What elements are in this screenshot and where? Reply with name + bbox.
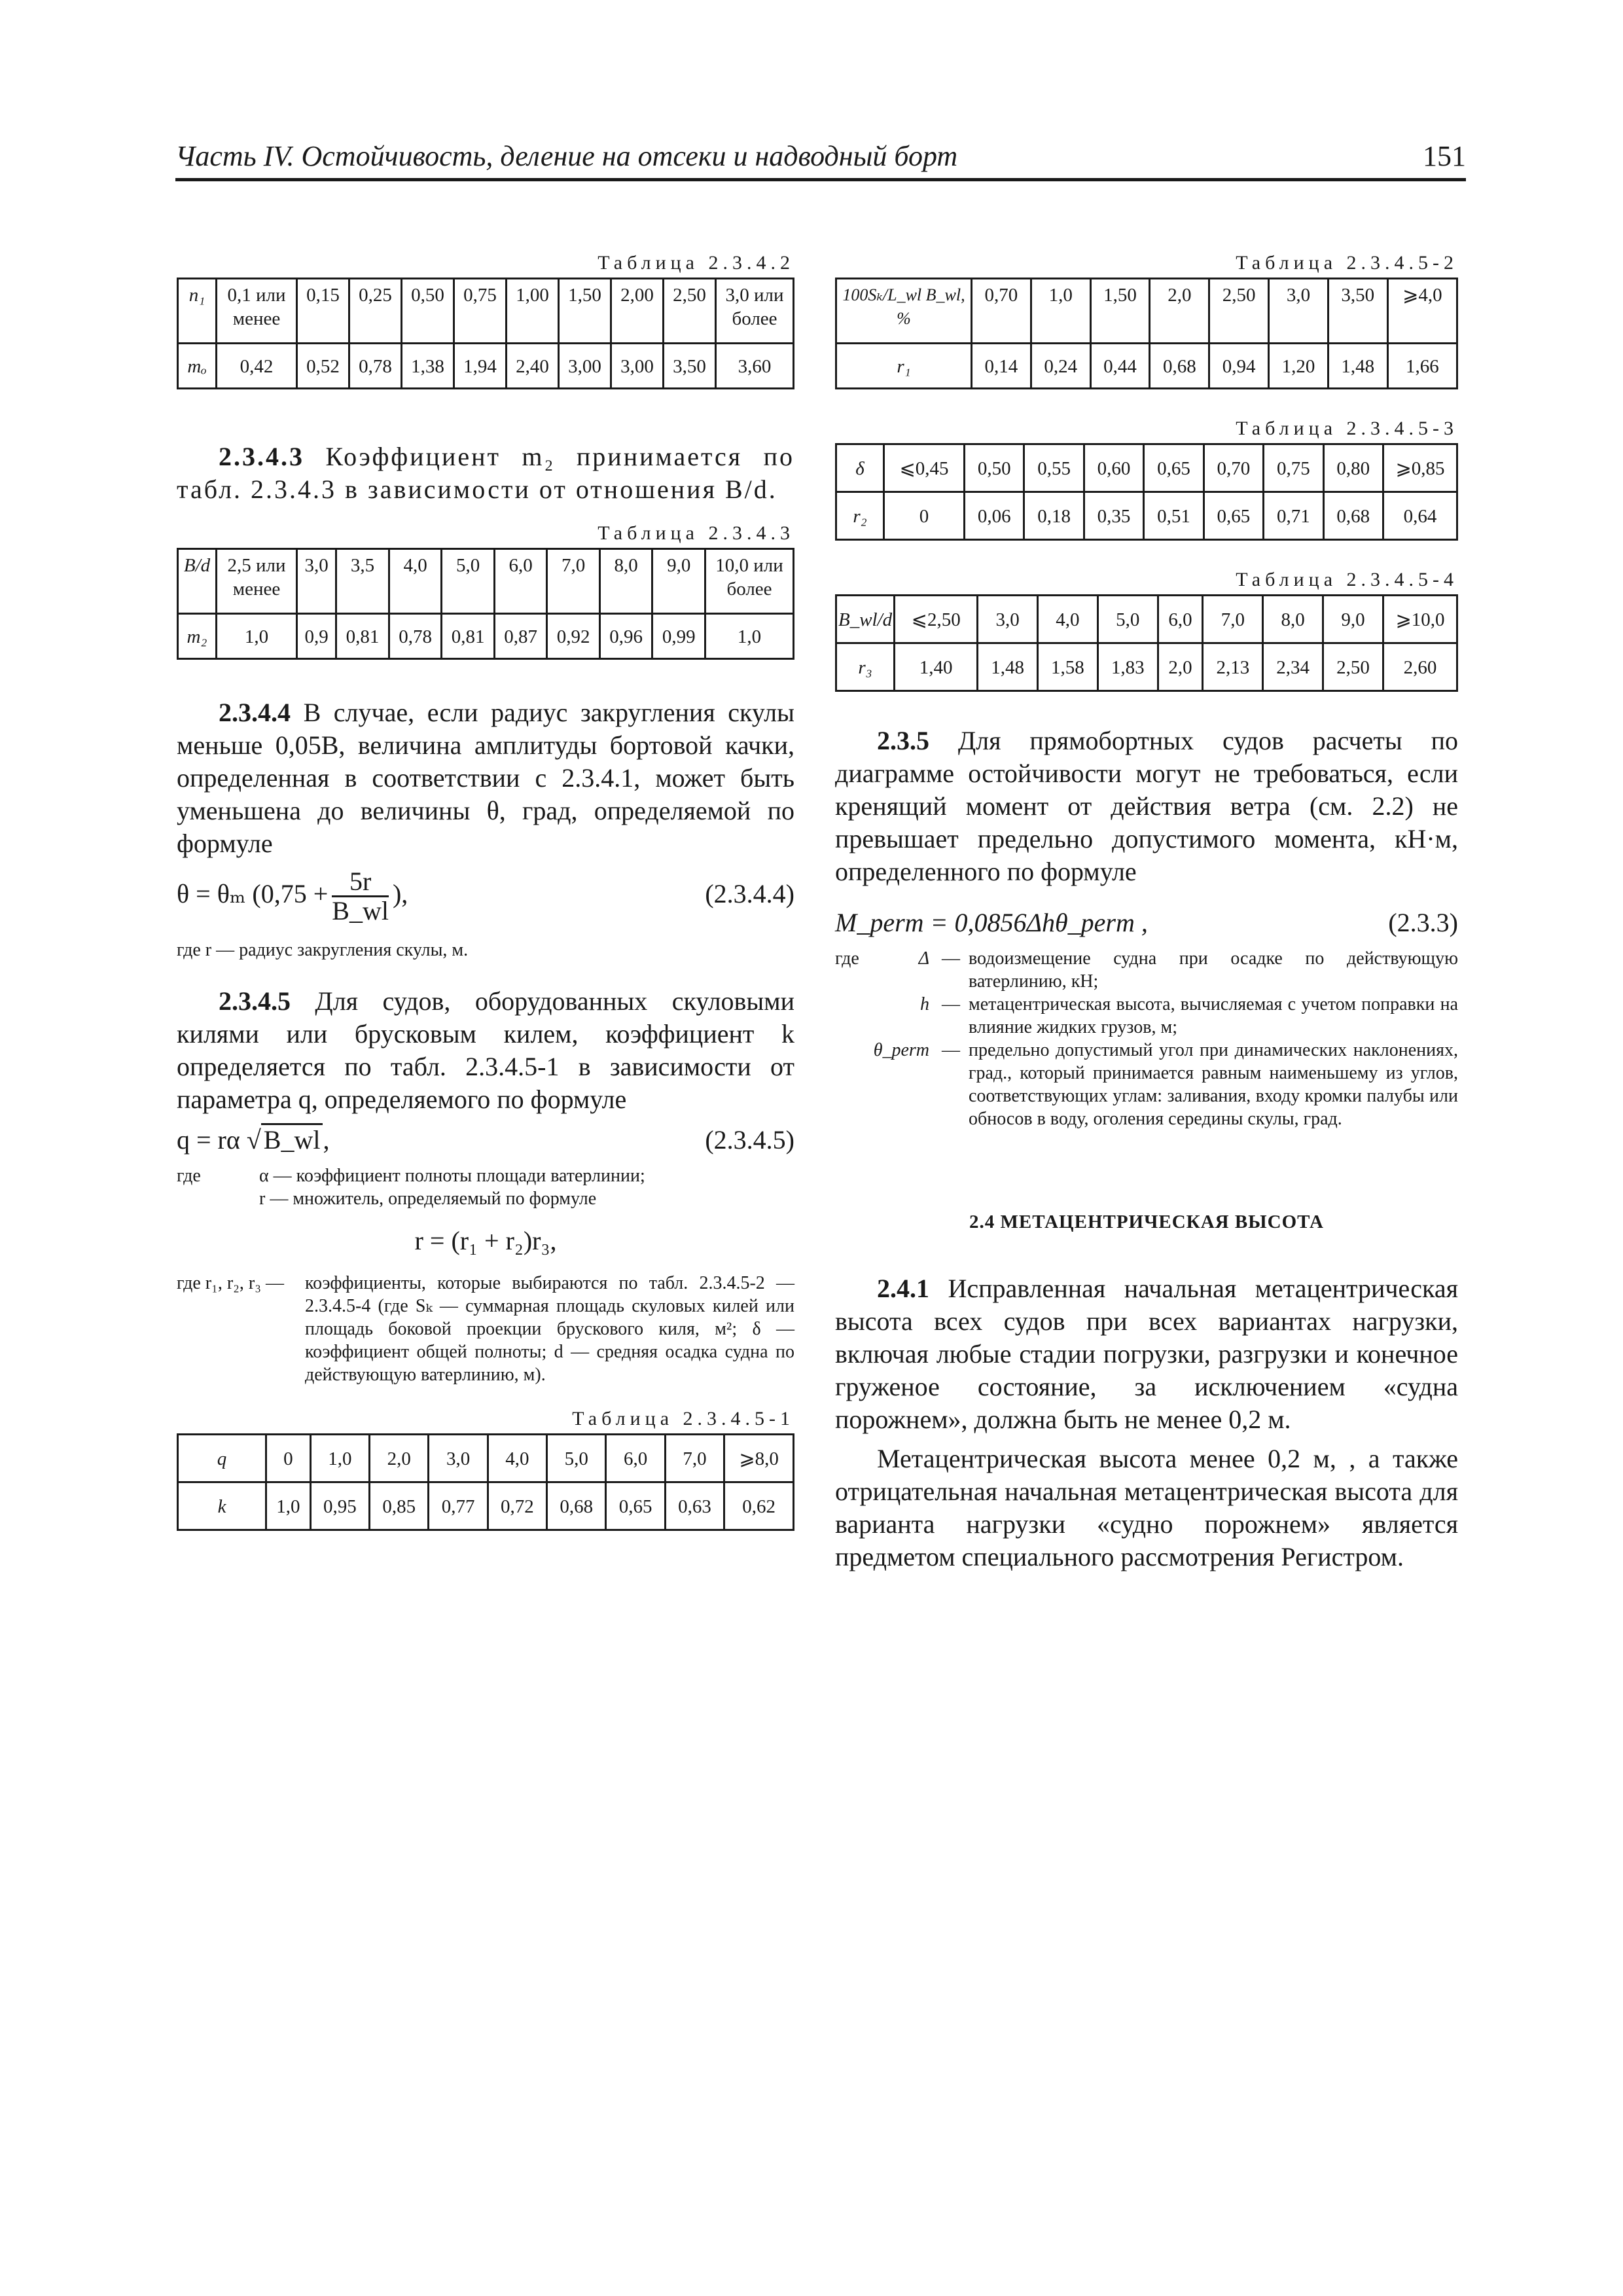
- table-cell: 7,0: [547, 549, 600, 614]
- running-title: Часть IV. Остойчивость, деление на отсеки и надводный борт: [175, 140, 958, 172]
- table-cell: 1,00: [507, 279, 559, 344]
- where-line: r — множитель, определяемый по формуле: [259, 1189, 597, 1209]
- formula-r: r = (r₁ + r₂)r₃,: [414, 1226, 557, 1255]
- table-cell: 1,38: [402, 344, 454, 389]
- table-cell: 2,0: [370, 1435, 429, 1482]
- right-column: [835, 249, 1458, 1573]
- table-cell: 7,0: [1203, 596, 1263, 643]
- left-column: [177, 249, 794, 1531]
- table-cell: 2,60: [1383, 643, 1457, 691]
- table-cell: 1,0: [310, 1435, 369, 1482]
- table-cell: 0,68: [1323, 492, 1383, 540]
- table-cell: ⩾4,0: [1387, 279, 1457, 344]
- table-cell: 3,0 или более: [716, 279, 794, 344]
- table-cell: 0,50: [965, 444, 1024, 492]
- section-title-24: 2.4 МЕТАЦЕНТРИЧЕСКАЯ ВЫСОТА: [969, 1211, 1325, 1232]
- table-cell: 3,60: [716, 344, 794, 389]
- table-cell: 3,50: [664, 344, 716, 389]
- table-2343-caption: Таблица 2.3.4.3: [597, 522, 794, 544]
- table-cell: 0,35: [1084, 492, 1143, 540]
- table-row: [178, 344, 794, 389]
- table-23452-caption: Таблица 2.3.4.5-2: [1236, 252, 1458, 274]
- clause-number: 2.3.4.4: [219, 698, 291, 727]
- table-cell: 0,50: [402, 279, 454, 344]
- table-cell: B_wl/d: [836, 596, 895, 643]
- table-cell: 0,70: [972, 279, 1031, 344]
- table-cell: 0,15: [297, 279, 349, 344]
- clause-text: В случае, если радиус закругления скулы меньше 0,05B, величина амплитуды бортовой качки, определенная в соответствии с 2.3.4.1, может быть уменьшена до величины θ, град, определяемой по формуле: [177, 698, 794, 858]
- formula-lhs: q = rα: [177, 1125, 240, 1155]
- table-cell: 5,0: [1097, 596, 1158, 643]
- table-cell: 0,94: [1209, 344, 1269, 389]
- table-cell: 1,58: [1038, 643, 1098, 691]
- paragraph-2345: [177, 985, 794, 1116]
- formula-body: M_perm = 0,0856Δhθ_perm ,: [835, 908, 1148, 937]
- formula-tail: ,: [323, 1125, 330, 1155]
- table-23453: [835, 443, 1458, 541]
- table-cell: 6,0: [494, 549, 547, 614]
- table-cell: 0,64: [1383, 492, 1457, 540]
- table-cell: 1,50: [1090, 279, 1150, 344]
- table-cell: 0,63: [665, 1482, 724, 1530]
- table-cell: q: [178, 1435, 266, 1482]
- formula-number: (2.3.4.5): [705, 1125, 794, 1155]
- table-cell: 0,51: [1144, 492, 1204, 540]
- formula-number: (2.3.4.4): [705, 879, 794, 908]
- table-cell: 0,65: [1144, 444, 1204, 492]
- table-cell: 0,77: [429, 1482, 488, 1530]
- formula-root: B_wl: [261, 1123, 323, 1155]
- table-cell: 0,42: [217, 344, 297, 389]
- table-23452: [835, 278, 1458, 389]
- table-cell: 4,0: [1038, 596, 1098, 643]
- table-cell: 2,50: [1209, 279, 1269, 344]
- paragraph-235: [835, 725, 1458, 888]
- table-23454-caption: Таблица 2.3.4.5-4: [1236, 569, 1458, 590]
- clause-number: 2.3.4.3: [219, 442, 304, 471]
- table-cell: 2,50: [664, 279, 716, 344]
- formula-lhs: θ = θₘ (0,75 +: [177, 879, 329, 908]
- page-number: 151: [1423, 140, 1466, 172]
- def-symbol: h: [920, 994, 929, 1014]
- table-cell: ⩽2,50: [895, 596, 978, 643]
- table-cell: 0,14: [972, 344, 1031, 389]
- def-text: водоизмещение судна при осадке по действующую ватерлинию, кН;: [969, 948, 1458, 992]
- def-symbol: θ_perm: [873, 1040, 929, 1060]
- table-cell: 1,20: [1269, 344, 1329, 389]
- table-cell: 8,0: [1263, 596, 1323, 643]
- table-cell: 0: [884, 492, 965, 540]
- table-cell: 2,13: [1203, 643, 1263, 691]
- table-cell: 0,70: [1204, 444, 1263, 492]
- table-cell: 1,0: [217, 614, 297, 659]
- table-cell: ⩾8,0: [724, 1435, 794, 1482]
- clause-number: 2.3.4.5: [219, 986, 291, 1016]
- clause-text: Коэффициент m₂ принимается по табл. 2.3.4.3 в зависимости от отношения B/d.: [177, 442, 795, 504]
- table-cell: 1,50: [559, 279, 611, 344]
- table-cell: 3,0: [1269, 279, 1329, 344]
- table-cell: 5,0: [547, 1435, 606, 1482]
- table-cell: 0,18: [1024, 492, 1084, 540]
- table-cell: 3,5: [336, 549, 389, 614]
- table-cell: 0,68: [1150, 344, 1209, 389]
- table-cell: 0,1 или менее: [217, 279, 297, 344]
- table-cell: 7,0: [665, 1435, 724, 1482]
- table-cell: 3,00: [559, 344, 611, 389]
- formula-233: [835, 899, 1458, 947]
- clause-text: Для судов, оборудованных скуловыми килями или брусковым килем, коэффициент k определяется по табл. 2.3.4.5-1 в зависимости от параметра q, определяемого по формуле: [177, 986, 795, 1114]
- where-text: коэффициенты, которые выбираются по табл. 2.3.4.5-2 — 2.3.4.5-4 (где Sₖ — суммарная площадь скуловых килей или площадь боковой проекции брускового киля, м²; δ — коэффициент общей полноты; d — средняя осадка судна по действующую ватерлинию, м).: [305, 1273, 794, 1385]
- table-2342-caption: Таблица 2.3.4.2: [597, 252, 794, 274]
- table-row: [836, 492, 1457, 540]
- table-cell: r₂: [836, 492, 884, 540]
- table-cell: 1,66: [1387, 344, 1457, 389]
- where-block-2345: [177, 1164, 794, 1210]
- table-cell: 0,52: [297, 344, 349, 389]
- table-cell: 0,60: [1084, 444, 1143, 492]
- table-cell: 0,78: [349, 344, 402, 389]
- table-cell: 0,71: [1264, 492, 1323, 540]
- table-cell: r₁: [836, 344, 972, 389]
- table-cell: 6,0: [1158, 596, 1203, 643]
- table-cell: 0,95: [310, 1482, 369, 1530]
- def-text: метацентрическая высота, вычисляемая с учетом поправки на влияние жидких грузов, м;: [969, 994, 1458, 1037]
- table-cell: 0,81: [442, 614, 495, 659]
- clause-text: Для прямобортных судов расчеты по диаграмме остойчивости могут не требоваться, если кренящий момент от действия ветра (см. 2.2) не превышает предельно допустимого момента, кН·м, определенного по формуле: [835, 726, 1458, 886]
- table-cell: 1,0: [705, 614, 794, 659]
- table-cell: 0,78: [389, 614, 442, 659]
- page-header: [175, 140, 1466, 181]
- table-cell: 0,99: [652, 614, 705, 659]
- table-cell: 0,44: [1090, 344, 1150, 389]
- table-cell: 0,55: [1024, 444, 1084, 492]
- table-23451: [177, 1433, 794, 1531]
- table-cell: r₃: [836, 643, 895, 691]
- table-cell: 0,81: [336, 614, 389, 659]
- table-row: [836, 279, 1457, 344]
- table-cell: 1,48: [978, 643, 1038, 691]
- table-cell: m₂: [178, 614, 217, 659]
- table-cell: 0,87: [494, 614, 547, 659]
- table-cell: 6,0: [606, 1435, 665, 1482]
- table-row: [178, 549, 794, 614]
- table-cell: 2,00: [611, 279, 664, 344]
- table-cell: 2,40: [507, 344, 559, 389]
- note-2344: где r — радиус закругления скулы, м.: [177, 940, 469, 960]
- paragraph-2344: [177, 696, 794, 860]
- table-cell: 0,06: [965, 492, 1024, 540]
- paragraph-2343: [177, 440, 794, 506]
- table-cell: n₁: [178, 279, 217, 344]
- table-cell: 8,0: [599, 549, 652, 614]
- table-cell: 2,5 или менее: [217, 549, 297, 614]
- table-cell: 3,0: [429, 1435, 488, 1482]
- formula-fraction: [332, 868, 389, 925]
- table-cell: 2,0: [1158, 643, 1203, 691]
- table-cell: 1,83: [1097, 643, 1158, 691]
- table-2342: [177, 278, 794, 389]
- table-cell: 4,0: [389, 549, 442, 614]
- formula-2345: q = rα √ B_wl , (2.3.4.5): [177, 1116, 794, 1164]
- def-dash: —: [942, 948, 960, 969]
- table-cell: 4,0: [488, 1435, 546, 1482]
- table-23453-caption: Таблица 2.3.4.5-3: [1236, 418, 1458, 439]
- paragraph-241-2: Метацентрическая высота менее 0,2 м, , а также отрицательная начальная метацентрическая высота для варианта нагрузки «судно порожнем» является предметом специального рассмотрения Регистром.: [835, 1444, 1458, 1571]
- table-cell: B/d: [178, 549, 217, 614]
- table-cell: 1,48: [1328, 344, 1387, 389]
- table-cell: 1,94: [454, 344, 507, 389]
- where-block-233: [835, 947, 1458, 1130]
- table-cell: 0,80: [1323, 444, 1383, 492]
- table-row: [178, 279, 794, 344]
- table-cell: 3,00: [611, 344, 664, 389]
- table-cell: 100Sₖ/L_wl B_wl, %: [836, 279, 972, 344]
- table-cell: 0,72: [488, 1482, 546, 1530]
- table-cell: 0,75: [454, 279, 507, 344]
- table-cell: k: [178, 1482, 266, 1530]
- table-cell: 0,96: [599, 614, 652, 659]
- fraction-numerator: 5r: [332, 868, 389, 897]
- table-cell: 2,34: [1263, 643, 1323, 691]
- table-cell: 0,65: [606, 1482, 665, 1530]
- table-cell: ⩾0,85: [1383, 444, 1457, 492]
- table-cell: 3,50: [1328, 279, 1387, 344]
- table-cell: mₒ: [178, 344, 217, 389]
- where-line: α — коэффициент полноты площади ватерлинии;: [259, 1166, 645, 1186]
- table-23454: [835, 594, 1458, 692]
- def-dash: —: [942, 994, 960, 1014]
- where-word: где: [835, 948, 859, 969]
- where-lines: [255, 1164, 794, 1210]
- table-row: [178, 614, 794, 659]
- table-cell: 1,0: [266, 1482, 311, 1530]
- table-cell: 1,0: [1031, 279, 1090, 344]
- where-head: где r₁, r₂, r₃ —: [177, 1273, 285, 1293]
- table-cell: 2,50: [1323, 643, 1383, 691]
- table-cell: 9,0: [652, 549, 705, 614]
- table-cell: 0,85: [370, 1482, 429, 1530]
- table-cell: 0,65: [1204, 492, 1263, 540]
- table-row: [178, 1435, 794, 1482]
- def-symbol: Δ: [918, 948, 929, 969]
- table-cell: 2,0: [1150, 279, 1209, 344]
- table-cell: 0: [266, 1435, 311, 1482]
- table-row: [836, 596, 1457, 643]
- table-row: [836, 643, 1457, 691]
- table-cell: 0,9: [297, 614, 336, 659]
- table-cell: 5,0: [442, 549, 495, 614]
- table-row: [178, 1482, 794, 1530]
- table-row: [836, 344, 1457, 389]
- fraction-denominator: B_wl: [332, 896, 389, 926]
- paragraph-241: [835, 1272, 1458, 1436]
- def-dash: —: [942, 1040, 960, 1060]
- table-cell: 0,62: [724, 1482, 794, 1530]
- table-2343: [177, 548, 794, 660]
- clause-number: 2.3.5: [877, 726, 929, 755]
- where-word: где: [177, 1166, 201, 1186]
- def-text: предельно допустимый угол при динамических наклонениях, град., который принимается равным наименьшему из углов, соответствующих углам: заливания, входу кромки палубы или обносов в воду, оголения середины скулы, град.: [969, 1040, 1458, 1129]
- table-cell: ⩾10,0: [1383, 596, 1457, 643]
- table-cell: 10,0 или более: [705, 549, 794, 614]
- where-block-coeffs: [177, 1272, 794, 1386]
- table-cell: 3,0: [978, 596, 1038, 643]
- table-cell: 3,0: [297, 549, 336, 614]
- table-cell: 0,92: [547, 614, 600, 659]
- table-cell: ⩽0,45: [884, 444, 965, 492]
- table-23451-caption: Таблица 2.3.4.5-1: [572, 1408, 794, 1429]
- table-cell: 9,0: [1323, 596, 1383, 643]
- table-row: [836, 444, 1457, 492]
- table-cell: 0,24: [1031, 344, 1090, 389]
- table-cell: δ: [836, 444, 884, 492]
- table-cell: 0,75: [1264, 444, 1323, 492]
- formula-number: (2.3.3): [1388, 908, 1458, 937]
- clause-text: Исправленная начальная метацентрическая высота всех судов при всех вариантах нагрузки, включая любые стадии погрузки, разгрузки и конечное груженое состояние, за исключением «судна порожнем», должна быть не менее 0,2 м.: [835, 1274, 1459, 1434]
- formula-2344: [177, 860, 794, 928]
- clause-number: 2.4.1: [877, 1274, 929, 1303]
- table-cell: 1,40: [895, 643, 978, 691]
- formula-tail: ),: [392, 879, 408, 908]
- table-cell: 0,68: [547, 1482, 606, 1530]
- table-cell: 0,25: [349, 279, 402, 344]
